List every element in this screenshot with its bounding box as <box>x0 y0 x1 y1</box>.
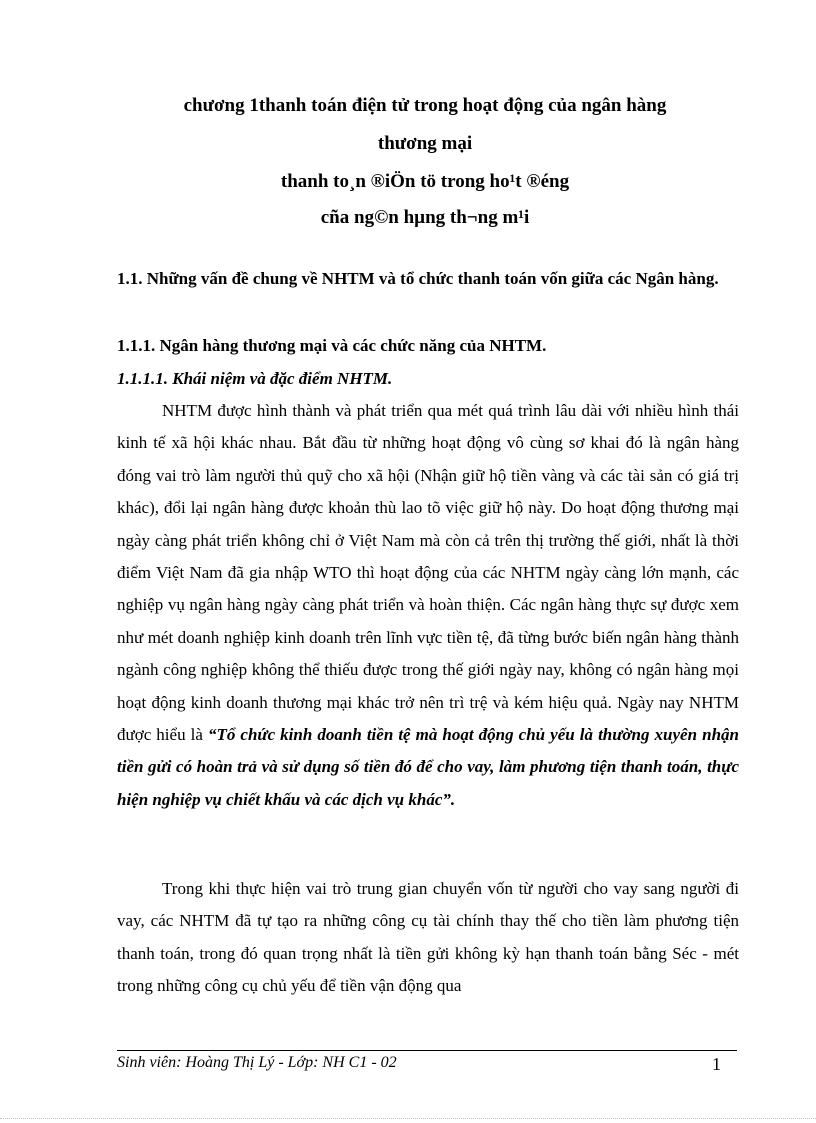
footer-divider <box>117 1050 737 1051</box>
chapter-title-line-1: chương 1thanh toán điện tử trong hoạt động của ngân hàng <box>183 95 667 116</box>
paragraph-1-text: NHTM được hình thành và phát triển qua mét quá trình lâu dài với nhiều hình thái kinh tế xã hội khác nhau. Bắt đầu từ những hoạt động vô cùng sơ khai đó là ngân hàng đóng vai trò làm người thủ quỹ cho xã hội (Nhận giữ hộ tiền vàng và các tài sản có giá trị khác), đổi lại ngân hàng được khoản thù lao tõ việc giữ hộ này. Do hoạt động thương mại ngày càng phát triển không chỉ ở Việt Nam mà còn cả trên thị trường thế giới, nhất là thời điểm Việt Nam đã gia nhập WTO thì hoạt động của các NHTM ngày càng lớn mạnh, các nghiệp vụ ngân hàng ngày càng phát triển và hoàn thiện. Các ngân hàng thực sự được xem như mét doanh nghiệp kinh doanh trên lĩnh vực tiền tệ, đã từng bước biến ngân hàng thành ngành công nghiệp không thể thiếu được trong thế giới ngày nay, không có ngân hàng mọi hoạt động kinh doanh thương mại khác trở nên trì trệ và kém hiệu quả. Ngày nay NHTM được hiểu là <box>117 401 739 745</box>
paragraph-2-text: Trong khi thực hiện vai trò trung gian chuyển vốn từ người cho vay sang người đi vay, các NHTM đã tự tạo ra những công cụ tài chính thay thế cho tiền làm phương tiện thanh toán, trong đó quan trọng nhất là tiền gửi không kỳ hạn thanh toán bằng Séc - mét trong những công cụ chủ yếu để tiền vận động qua <box>117 879 739 996</box>
page-bottom-edge <box>0 1118 816 1119</box>
chapter-title-line-4: cña ng©n hµng th¬ng m¹i <box>320 207 530 228</box>
section-heading-1-1-1: 1.1.1. Ngân hàng thương mại và các chức năng của NHTM. <box>117 336 547 355</box>
chapter-title-line-3: thanh to¸n ®iÖn tö trong ho¹t ®éng <box>280 171 570 192</box>
body-paragraph-1 <box>117 395 739 816</box>
page-number: 1 <box>712 1054 721 1074</box>
chapter-title-line-2: thương mại <box>377 133 473 154</box>
section-heading-1-1-1-1: 1.1.1.1. Khái niệm và đặc điểm NHTM. <box>117 369 393 388</box>
definition-quote: “Tổ chức kinh doanh tiền tệ mà hoạt động chủ yếu là thường xuyên nhận tiền gửi có hoàn trả và sử dụng số tiền đó để cho vay, làm phương tiện thanh toán, thực hiện nghiệp vụ chiết khấu và các dịch vụ khác”. <box>117 725 739 809</box>
section-heading-1-1: 1.1. Những vấn đề chung về NHTM và tổ chức thanh toán vốn giữa các Ngân hàng. <box>117 269 719 288</box>
body-paragraph-2 <box>117 873 739 1003</box>
footer-author: Sinh viên: Hoàng Thị Lý - Lớp: NH C1 - 02 <box>117 1054 397 1071</box>
